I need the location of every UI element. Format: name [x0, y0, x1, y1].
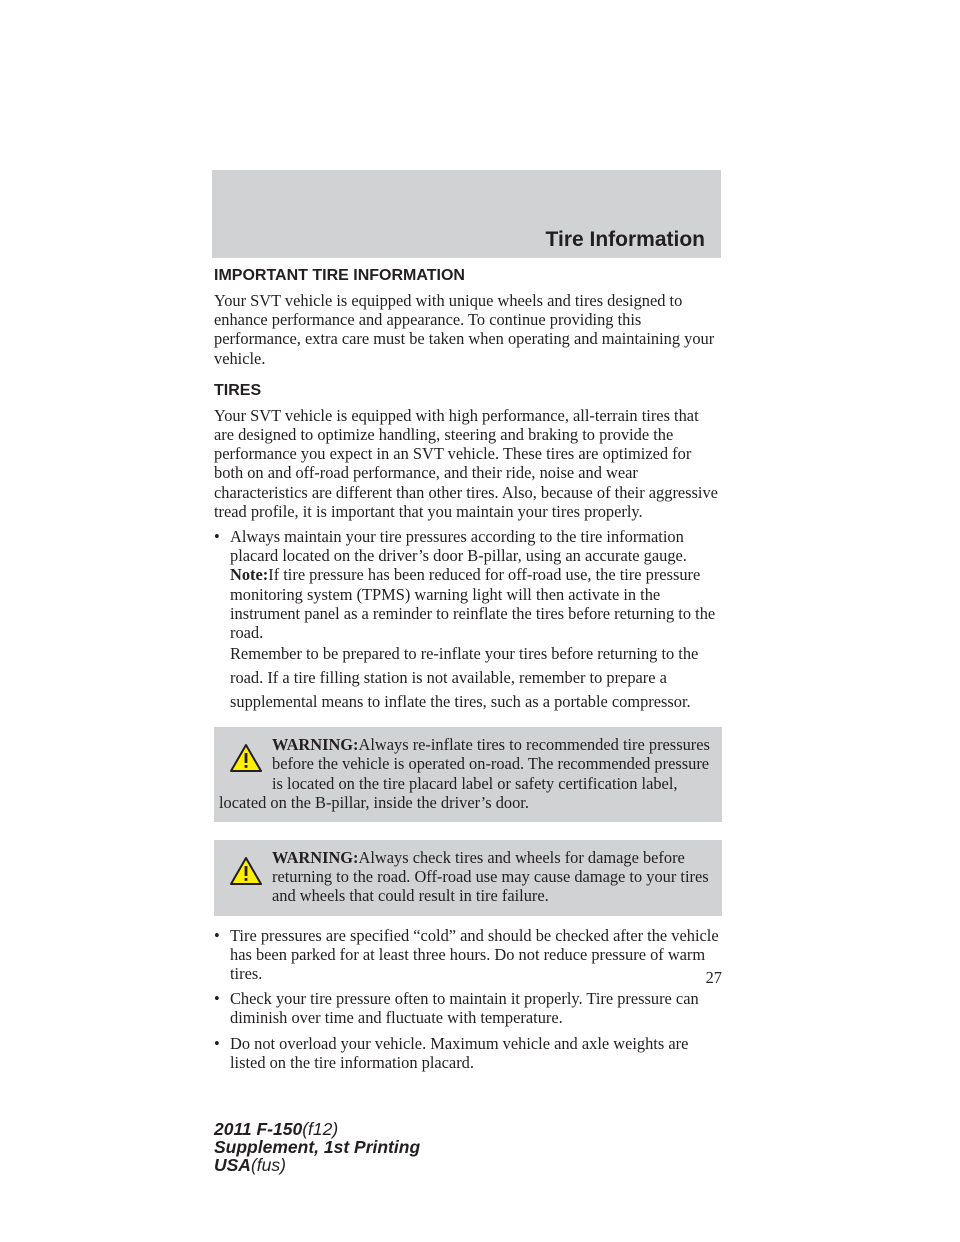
- remember-text: Remember to be prepared to re-inflate your tires before returning to the road. If a tire filling station is not available, remember to prepare a supplemental means to inflate the tires, such as a portable compressor.: [230, 644, 699, 712]
- footer-line-1: [214, 1120, 420, 1138]
- warning-box: [214, 727, 722, 822]
- list-item: [214, 989, 722, 1027]
- bullet-symbol: •: [214, 527, 220, 547]
- bullet-symbol: •: [214, 925, 220, 945]
- tires-paragraph: Your SVT vehicle is equipped with high performance, all-terrain tires that are designed to optimize handling, steering and braking to provide the performance you expect in an SVT vehicle. These tires are optimized for both on and off-road performance, and their ride, noise and wear characteristics are different than other tires. Also, because of their aggressive tread profile, it is important that you maintain your tires properly.: [214, 405, 718, 521]
- warning-label: WARNING:: [272, 735, 359, 755]
- warning-box: [214, 840, 722, 916]
- header-band: [212, 170, 721, 258]
- footer-code: (f12): [302, 1119, 339, 1139]
- tires-heading: TIRES: [214, 381, 262, 399]
- note-label: Note:: [230, 565, 269, 585]
- list-item: [214, 527, 722, 714]
- warning-text: Always check tires and wheels for damage before returning to the road. Off-road use may cause damage to your tires and wheels that could result in tire failure.: [272, 848, 709, 906]
- list-item: [214, 926, 722, 984]
- footer-market: USA: [214, 1155, 251, 1175]
- intro-heading: IMPORTANT TIRE INFORMATION: [214, 267, 465, 284]
- warning-label: WARNING:: [272, 848, 359, 868]
- warning-triangle-icon: [230, 741, 262, 775]
- warning-text: Always re-inflate tires to recommended tire pressures before the vehicle is operated on-road. The recommended pressure is located on the tire placard label or safety certification label, located on the B-pillar, inside the driver’s door.: [219, 735, 710, 812]
- footer-edition: Supplement, 1st Printing: [214, 1137, 421, 1157]
- print-footer: [214, 1120, 420, 1174]
- bullet-text: Check your tire pressure often to maintain it properly. Tire pressure can diminish over time and fluctuate with temperature.: [230, 989, 699, 1028]
- bullet-text: Always maintain your tire pressures according to the tire information placard located on the driver’s door B-pillar, using an accurate gauge.: [230, 527, 687, 566]
- section-title: Tire Information: [545, 228, 705, 251]
- bullet-symbol: •: [214, 989, 220, 1009]
- note-text: If tire pressure has been reduced for off-road use, the tire pressure monitoring system (TPMS) warning light will then activate in the instrument panel as a reminder to reinflate the tires before returning to the road.: [230, 565, 716, 643]
- bullet-symbol: •: [214, 1033, 220, 1053]
- footer-market-code: (fus): [250, 1155, 286, 1175]
- footer-model: 2011 F-150: [214, 1119, 303, 1139]
- footer-line-2: [214, 1138, 420, 1156]
- bullet-text: Tire pressures are specified “cold” and should be checked after the vehicle has been parked for at least three hours. Do not reduce pressure of warm tires.: [230, 925, 719, 984]
- footer-line-3: [214, 1156, 420, 1174]
- warning-triangle-icon: [230, 854, 262, 888]
- page-number: 27: [705, 968, 722, 987]
- page-content: [214, 266, 722, 1072]
- intro-paragraph: Your SVT vehicle is equipped with unique wheels and tires designed to enhance performance and appearance. To continue providing this performance, extra care must be taken when operating and maintaining your vehicle.: [214, 291, 715, 368]
- bullet-text: Do not overload your vehicle. Maximum vehicle and axle weights are listed on the tire information placard.: [230, 1033, 689, 1072]
- list-item: [214, 1034, 722, 1072]
